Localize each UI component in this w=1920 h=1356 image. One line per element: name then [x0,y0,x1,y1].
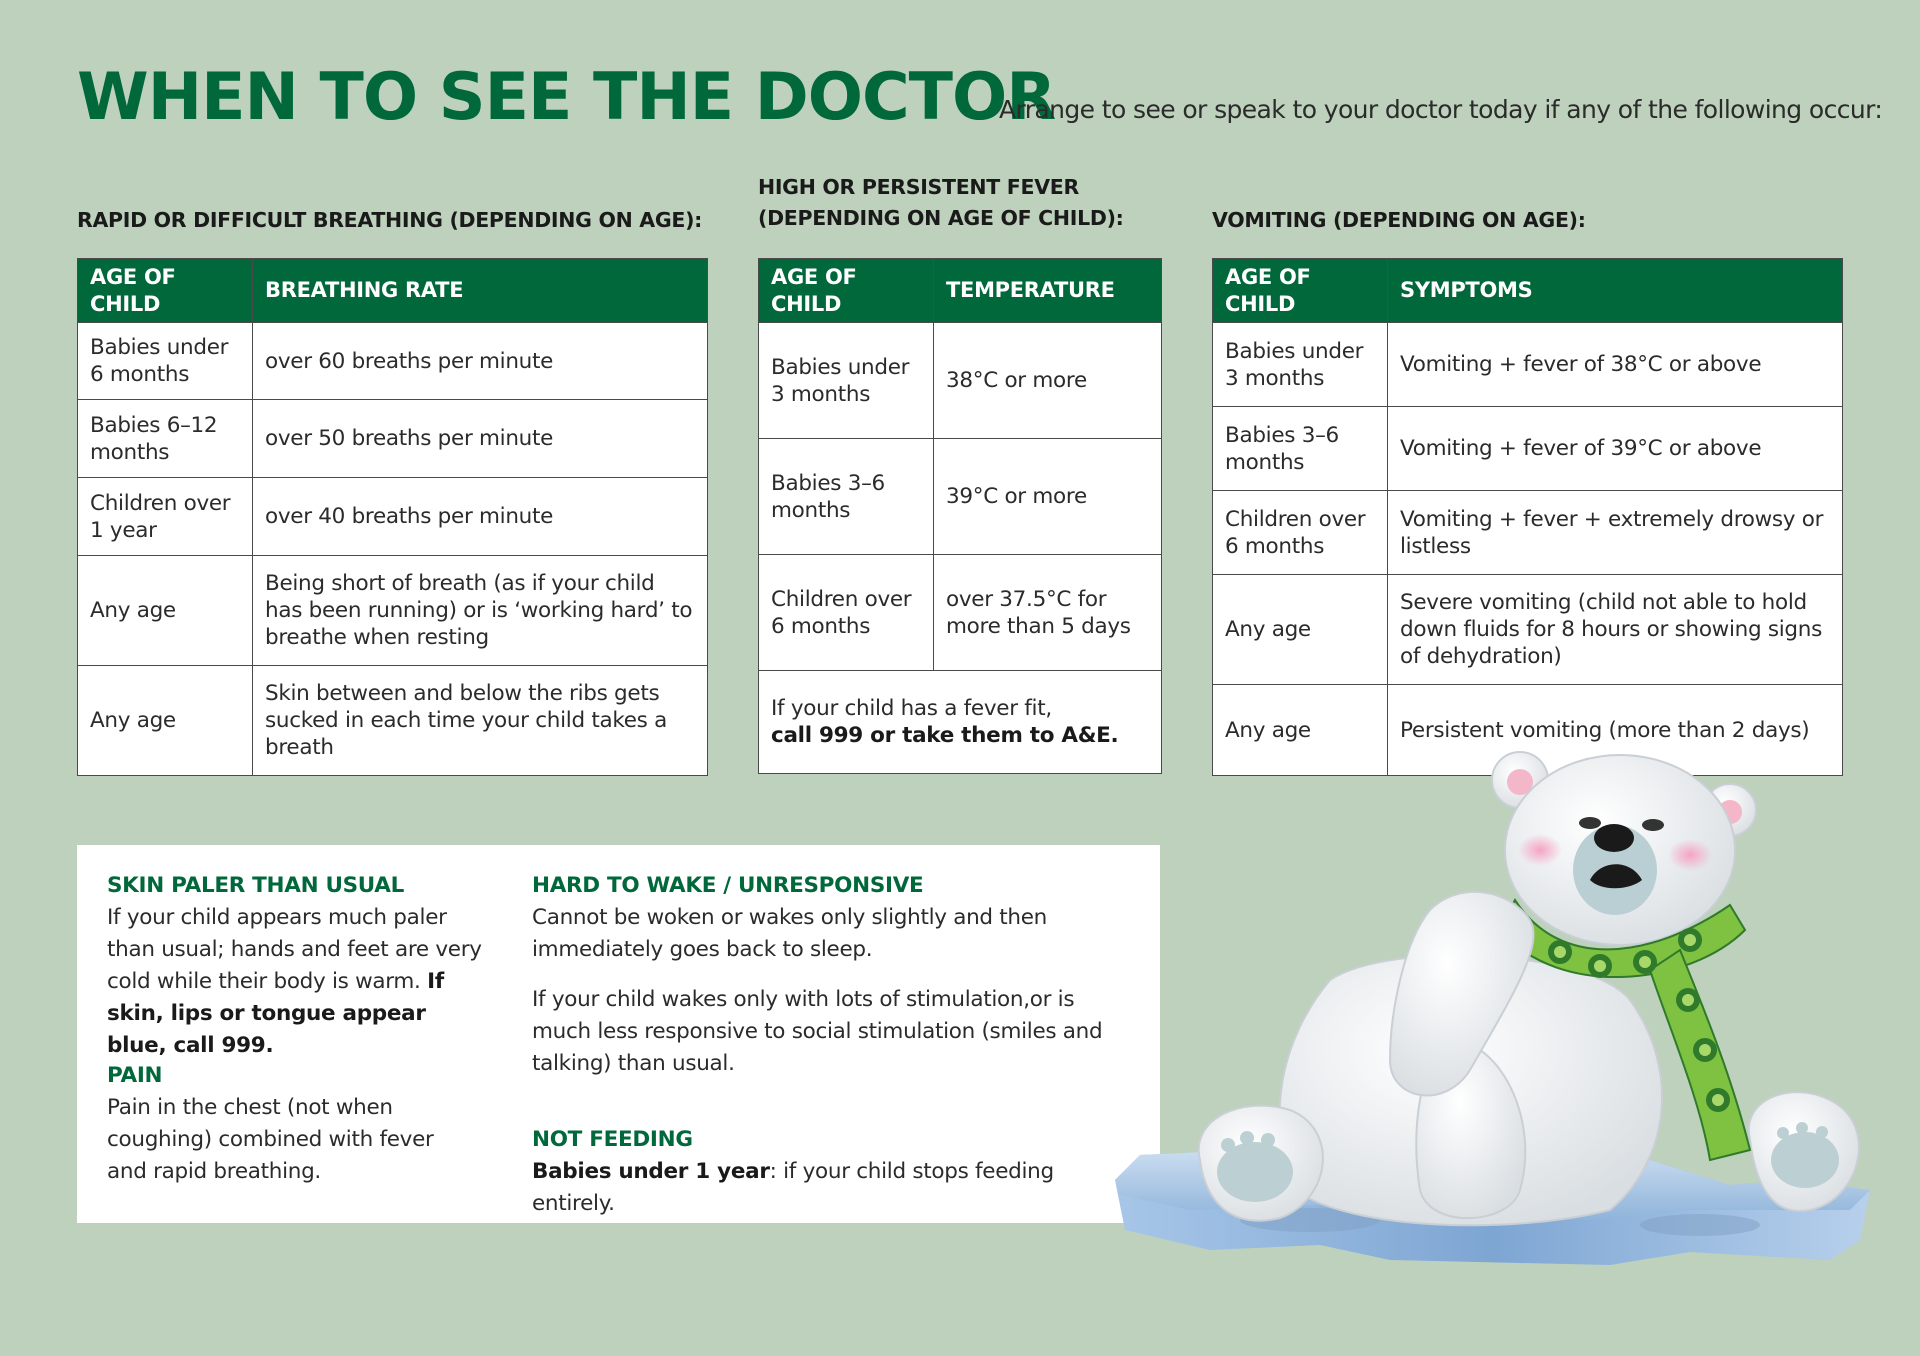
fever-heading [758,172,1124,234]
table-row [78,556,708,666]
page-subtitle: Arrange to see or speak to your doctor today if any of the following occur: [999,95,1883,124]
table-row [759,439,1162,555]
fever-note-text: If your child has a fever fit, [771,696,1052,721]
fever-heading-line1: HIGH OR PERSISTENT FEVER [758,175,1079,199]
page-title: WHEN TO SEE THE DOCTOR [77,60,1056,135]
feeding-text [532,1156,1132,1220]
feeding-block [532,1127,1132,1220]
table-header-row [1213,259,1843,323]
table-row [1213,491,1843,575]
cell-age: Children over 6 months [759,555,934,671]
table-row [78,400,708,478]
table-row [1213,407,1843,491]
cell-value: Vomiting + fever of 38°C or above [1388,323,1843,407]
cell-age: Babies under 3 months [1213,323,1388,407]
table-header-row [78,259,708,323]
fever-table [758,258,1162,774]
feeding-text-plain: : if your child stops feeding entirely. [532,1159,1054,1216]
table-row [1213,575,1843,685]
cell-age: Any age [78,666,253,776]
wake-block [532,873,1122,1080]
cell-age: Babies under 6 months [78,323,253,400]
skin-block [107,873,492,1062]
table-row [759,323,1162,439]
cell-age: Any age [78,556,253,666]
column-header-age: AGE OF CHILD [1213,259,1388,323]
breathing-table [77,258,708,776]
other-symptoms-panel [77,845,1160,1223]
cell-age: Babies under 3 months [759,323,934,439]
fever-note-bold: call 999 or take them to A&E. [771,723,1119,748]
skin-text [107,902,492,1062]
cell-age: Any age [1213,575,1388,685]
cell-age: Children over 6 months [1213,491,1388,575]
vomiting-table [1212,258,1843,776]
feeding-text-bold: Babies under 1 year [532,1159,770,1184]
column-header-temperature: TEMPERATURE [934,259,1162,323]
wake-text-2: If your child wakes only with lots of stimulation,or is much less responsive to social stimulation (smiles and talking) than usual. [532,987,1103,1076]
cell-value: Vomiting + fever of 39°C or above [1388,407,1843,491]
breathing-heading: RAPID OR DIFFICULT BREATHING (DEPENDING ON AGE): [77,208,703,232]
skin-text-bold: If skin, lips or tongue appear blue, call 999. [107,969,444,1058]
wake-heading: HARD TO WAKE / UNRESPONSIVE [532,873,924,898]
vomiting-heading: VOMITING (DEPENDING ON AGE): [1212,208,1586,232]
column-header-symptoms: SYMPTOMS [1388,259,1843,323]
cell-value: 38°C or more [934,323,1162,439]
cell-value: over 40 breaths per minute [253,478,708,556]
cell-value: over 60 breaths per minute [253,323,708,400]
table-row [759,555,1162,671]
cell-age: Babies 6–12 months [78,400,253,478]
pain-heading: PAIN [107,1063,163,1088]
feeding-heading: NOT FEEDING [532,1127,693,1152]
cell-value: over 50 breaths per minute [253,400,708,478]
cell-age: Any age [1213,685,1388,776]
column-header-age: AGE OF CHILD [759,259,934,323]
cell-age: Children over 1 year [78,478,253,556]
cell-value: Persistent vomiting (more than 2 days) [1388,685,1843,776]
polar-bear-illustration [1090,740,1890,1340]
fever-heading-line2: (DEPENDING ON AGE OF CHILD): [758,206,1124,230]
skin-heading: SKIN PALER THAN USUAL [107,873,405,898]
cell-value: Being short of breath (as if your child has been running) or is ‘working hard’ to breathe when resting [253,556,708,666]
wake-text-1: Cannot be woken or wakes only slightly and then immediately goes back to sleep. [532,905,1048,962]
table-header-row [759,259,1162,323]
column-header-age: AGE OF CHILD [78,259,253,323]
skin-text-plain: If your child appears much paler than usual; hands and feet are very cold while their body is warm. [107,905,482,994]
cell-value: Severe vomiting (child not able to hold down fluids for 8 hours or showing signs of dehydration) [1388,575,1843,685]
cell-value: over 37.5°C for more than 5 days [934,555,1162,671]
column-header-breathing-rate: BREATHING RATE [253,259,708,323]
cell-value: 39°C or more [934,439,1162,555]
pain-text: Pain in the chest (not when coughing) combined with fever and rapid breathing. [107,1095,434,1184]
table-row [78,478,708,556]
table-row [1213,323,1843,407]
cell-value: Vomiting + fever + extremely drowsy or listless [1388,491,1843,575]
pain-block [107,1063,447,1188]
table-row [78,666,708,776]
cell-age: Babies 3–6 months [759,439,934,555]
cell-age: Babies 3–6 months [1213,407,1388,491]
table-row [78,323,708,400]
cell-value: Skin between and below the ribs gets sucked in each time your child takes a breath [253,666,708,776]
